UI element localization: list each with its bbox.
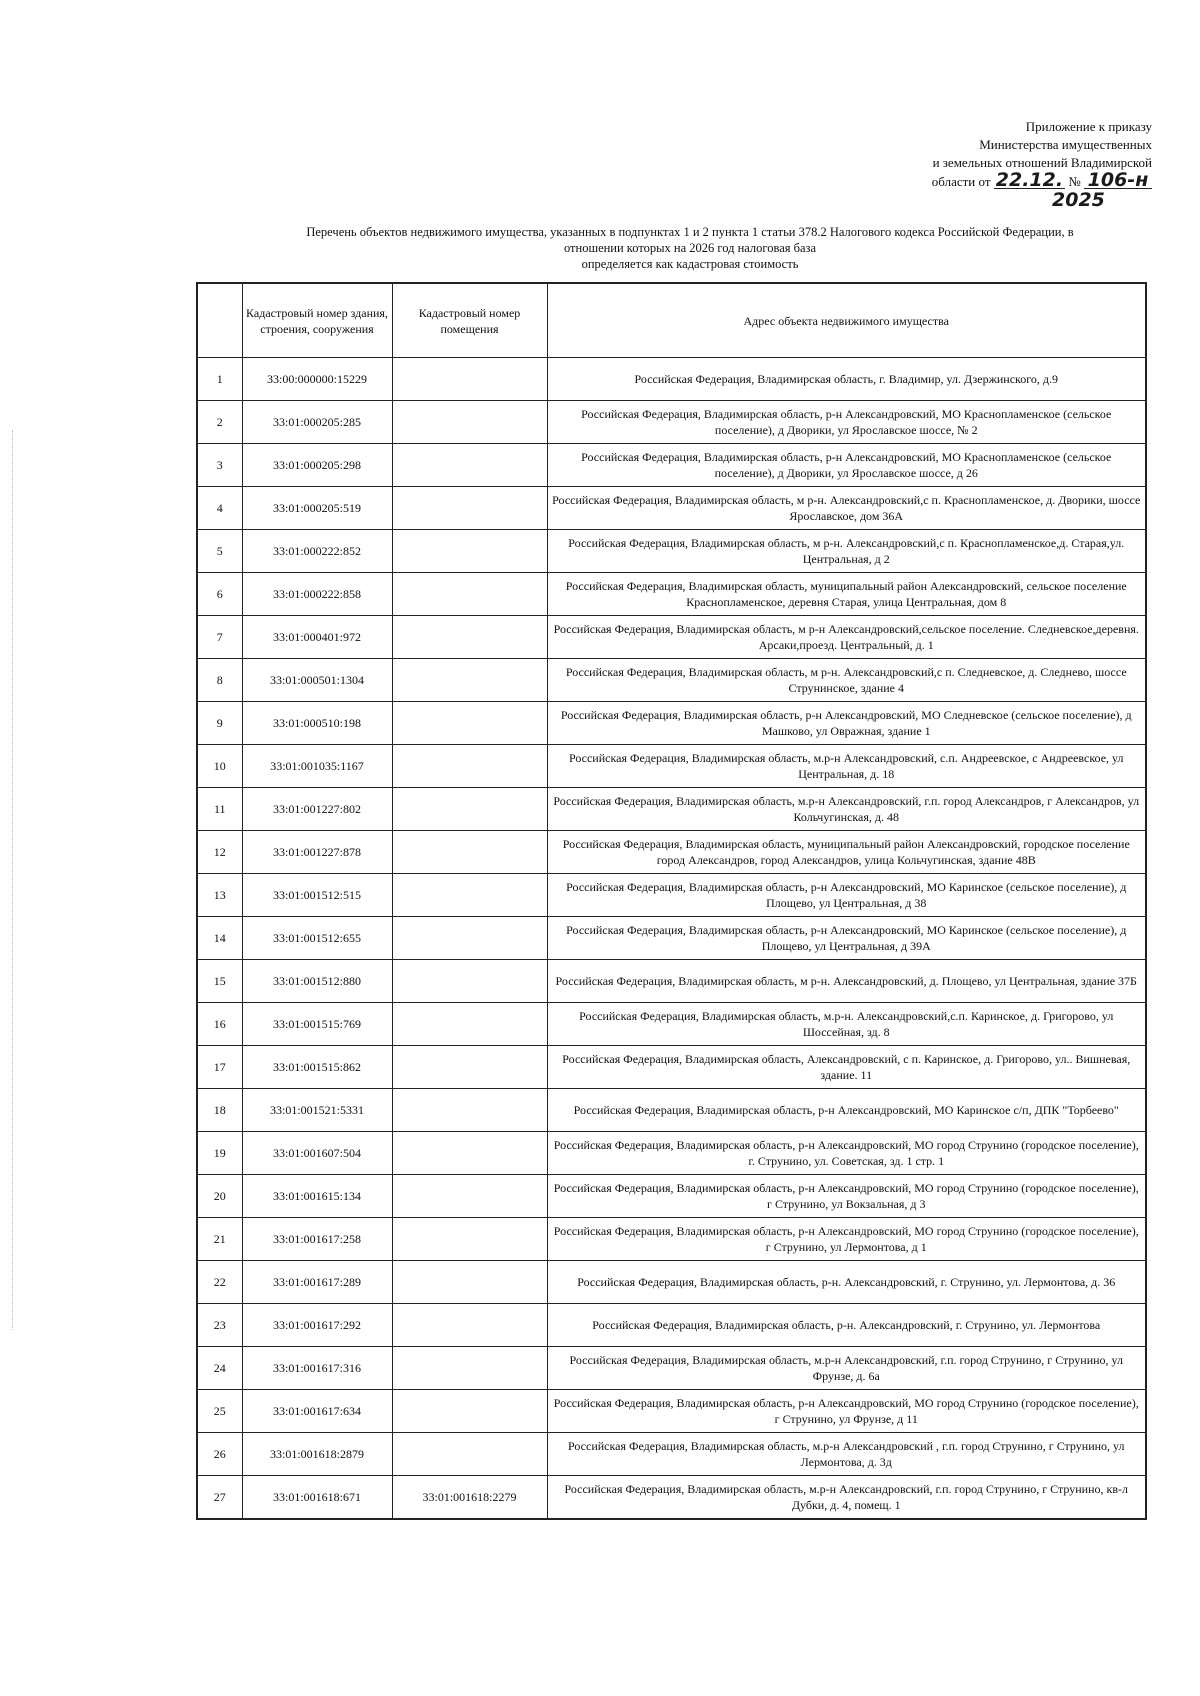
premises-cadastral-number <box>392 745 547 788</box>
title-line-2: отношении которых на 2026 год налоговая база <box>563 241 817 255</box>
row-number: 15 <box>197 960 242 1003</box>
building-cadastral-number: 33:01:001515:862 <box>242 1046 392 1089</box>
table-row <box>197 1261 1146 1304</box>
building-cadastral-number: 33:01:001618:671 <box>242 1476 392 1520</box>
building-cadastral-number: 33:01:000205:519 <box>242 487 392 530</box>
row-number: 6 <box>197 573 242 616</box>
premises-cadastral-number <box>392 831 547 874</box>
row-number: 5 <box>197 530 242 573</box>
row-number: 27 <box>197 1476 242 1520</box>
property-address: Российская Федерация, Владимирская область, р-н Александровский, МО Следневское (сельское поселение), д Машково, ул Овражная, здание 1 <box>547 702 1146 745</box>
table-row <box>197 1433 1146 1476</box>
building-cadastral-number: 33:01:000401:972 <box>242 616 392 659</box>
table-row <box>197 444 1146 487</box>
building-cadastral-number: 33:01:001512:655 <box>242 917 392 960</box>
row-number: 13 <box>197 874 242 917</box>
premises-cadastral-number <box>392 788 547 831</box>
table-body <box>197 358 1146 1520</box>
table-row <box>197 1175 1146 1218</box>
table-row <box>197 1046 1146 1089</box>
building-cadastral-number: 33:01:001617:289 <box>242 1261 392 1304</box>
annex-header <box>832 118 1152 209</box>
property-address: Российская Федерация, Владимирская область, р-н Александровский, МО город Струнино (городское поселение), г. Струнино, ул. Советская, зд. 1 стр. 1 <box>547 1132 1146 1175</box>
building-cadastral-number: 33:00:000000:15229 <box>242 358 392 401</box>
document-title <box>230 224 1150 272</box>
table-row <box>197 917 1146 960</box>
premises-cadastral-number <box>392 1175 547 1218</box>
table-row <box>197 616 1146 659</box>
property-address: Российская Федерация, Владимирская область, муниципальный район Александровский, городское поселение город Александров, город Александров, улица Кольчугинская, здание 48В <box>547 831 1146 874</box>
property-address: Российская Федерация, Владимирская область, м.р-н Александровский, г.п. город Струнино, г Струнино, кв-л Дубки, д. 4, помещ. 1 <box>547 1476 1146 1520</box>
row-number: 23 <box>197 1304 242 1347</box>
table-row <box>197 1003 1146 1046</box>
property-address: Российская Федерация, Владимирская область, м.р-н Александровский, с.п. Андреевское, с Андреевское, ул Центральная, д. 18 <box>547 745 1146 788</box>
row-number: 25 <box>197 1390 242 1433</box>
handwritten-year: 2025 <box>1052 189 1105 211</box>
premises-cadastral-number <box>392 917 547 960</box>
building-cadastral-number: 33:01:000501:1304 <box>242 659 392 702</box>
building-cadastral-number: 33:01:001227:878 <box>242 831 392 874</box>
property-address: Российская Федерация, Владимирская область, Александровский, с п. Каринское, д. Григорово, ул.. Вишневая, здание. 11 <box>547 1046 1146 1089</box>
property-address: Российская Федерация, Владимирская область, р-н. Александровский, г. Струнино, ул. Лермонтова <box>547 1304 1146 1347</box>
premises-cadastral-number <box>392 1132 547 1175</box>
property-address: Российская Федерация, Владимирская область, р-н Александровский, МО город Струнино (городское поселение), г Струнино, ул Фрунзе, д 11 <box>547 1390 1146 1433</box>
row-number: 2 <box>197 401 242 444</box>
table-row <box>197 874 1146 917</box>
property-address: Российская Федерация, Владимирская область, м р-н. Александровский,с п. Краснопламенское, д. Дворики, шоссе Ярославское, дом 36А <box>547 487 1146 530</box>
property-address: Российская Федерация, Владимирская область, р-н Александровский, МО Каринское с/п, ДПК "Торбеево" <box>547 1089 1146 1132</box>
title-line-3: определяется как кадастровая стоимость <box>581 257 799 271</box>
property-address: Российская Федерация, Владимирская область, м р-н. Александровский, д. Площево, ул Центральная, здание 37Б <box>547 960 1146 1003</box>
building-cadastral-number: 33:01:001515:769 <box>242 1003 392 1046</box>
row-number: 22 <box>197 1261 242 1304</box>
table-row <box>197 1304 1146 1347</box>
building-cadastral-number: 33:01:000222:858 <box>242 573 392 616</box>
row-number: 16 <box>197 1003 242 1046</box>
table-row <box>197 659 1146 702</box>
property-address: Российская Федерация, Владимирская область, р-н Александровский, МО Краснопламенское (сельское поселение), д Дворики, ул Ярославское шоссе, д 26 <box>547 444 1146 487</box>
premises-cadastral-number <box>392 1304 547 1347</box>
property-registry-table <box>196 282 1147 1520</box>
annex-line-3: и земельных отношений Владимирской <box>932 155 1152 170</box>
row-number: 14 <box>197 917 242 960</box>
premises-cadastral-number <box>392 573 547 616</box>
row-number: 1 <box>197 358 242 401</box>
row-number: 9 <box>197 702 242 745</box>
premises-cadastral-number <box>392 1347 547 1390</box>
row-number: 12 <box>197 831 242 874</box>
scan-margin-marks <box>12 430 17 1330</box>
row-number: 10 <box>197 745 242 788</box>
row-number: 26 <box>197 1433 242 1476</box>
building-cadastral-number: 33:01:001617:258 <box>242 1218 392 1261</box>
table-row <box>197 1218 1146 1261</box>
annex-line-1: Приложение к приказу <box>1025 119 1152 134</box>
row-number: 7 <box>197 616 242 659</box>
property-address: Российская Федерация, Владимирская область, г. Владимир, ул. Дзержинского, д.9 <box>547 358 1146 401</box>
premises-cadastral-number <box>392 659 547 702</box>
building-cadastral-number: 33:01:001607:504 <box>242 1132 392 1175</box>
table-row <box>197 487 1146 530</box>
premises-cadastral-number <box>392 616 547 659</box>
header-premises-cadastral: Кадастровый номер помещения <box>392 283 547 358</box>
property-address: Российская Федерация, Владимирская область, р-н Александровский, МО город Струнино (городское поселение), г Струнино, ул Вокзальная, д 3 <box>547 1175 1146 1218</box>
premises-cadastral-number <box>392 1261 547 1304</box>
table-row <box>197 788 1146 831</box>
table-row <box>197 960 1146 1003</box>
building-cadastral-number: 33:01:001521:5331 <box>242 1089 392 1132</box>
premises-cadastral-number <box>392 444 547 487</box>
table-row <box>197 1390 1146 1433</box>
table-row <box>197 358 1146 401</box>
table-row <box>197 401 1146 444</box>
table-row <box>197 831 1146 874</box>
row-number: 18 <box>197 1089 242 1132</box>
premises-cadastral-number <box>392 487 547 530</box>
row-number: 17 <box>197 1046 242 1089</box>
building-cadastral-number: 33:01:001512:515 <box>242 874 392 917</box>
premises-cadastral-number <box>392 1433 547 1476</box>
building-cadastral-number: 33:01:000205:285 <box>242 401 392 444</box>
premises-cadastral-number <box>392 960 547 1003</box>
annex-line-2: Министерства имущественных <box>979 137 1152 152</box>
building-cadastral-number: 33:01:001617:634 <box>242 1390 392 1433</box>
property-address: Российская Федерация, Владимирская область, р-н. Александровский, г. Струнино, ул. Лермонтова, д. 36 <box>547 1261 1146 1304</box>
premises-cadastral-number <box>392 358 547 401</box>
building-cadastral-number: 33:01:001617:292 <box>242 1304 392 1347</box>
property-address: Российская Федерация, Владимирская область, муниципальный район Александровский, сельское поселение Краснопламенское, деревня Старая, улица Центральная, дом 8 <box>547 573 1146 616</box>
header-number <box>197 283 242 358</box>
row-number: 4 <box>197 487 242 530</box>
property-address: Российская Федерация, Владимирская область, р-н Александровский, МО Краснопламенское (сельское поселение), д Дворики, ул Ярославское шоссе, № 2 <box>547 401 1146 444</box>
premises-cadastral-number <box>392 702 547 745</box>
table-row <box>197 745 1146 788</box>
building-cadastral-number: 33:01:000510:198 <box>242 702 392 745</box>
premises-cadastral-number <box>392 1003 547 1046</box>
row-number: 3 <box>197 444 242 487</box>
property-address: Российская Федерация, Владимирская область, м р-н. Александровский,с п. Краснопламенское,д. Старая,ул. Центральная, д 2 <box>547 530 1146 573</box>
premises-cadastral-number <box>392 1089 547 1132</box>
row-number: 8 <box>197 659 242 702</box>
table-row <box>197 1476 1146 1520</box>
annex-date-prefix: области от <box>931 174 991 189</box>
property-address: Российская Федерация, Владимирская область, м р-н. Александровский,с п. Следневское, д. Следнево, шоссе Струнинское, здание 4 <box>547 659 1146 702</box>
property-address: Российская Федерация, Владимирская область, м.р-н Александровский, г.п. город Струнино, г Струнино, ул Фрунзе, д. 6а <box>547 1347 1146 1390</box>
property-address: Российская Федерация, Владимирская область, м.р-н Александровский, г.п. город Александров, г Александров, ул Кольчугинская, д. 48 <box>547 788 1146 831</box>
property-address: Российская Федерация, Владимирская область, м.р-н. Александровский,с.п. Каринское, д. Григорово, ул Шоссейная, зд. 8 <box>547 1003 1146 1046</box>
premises-cadastral-number <box>392 874 547 917</box>
premises-cadastral-number <box>392 1390 547 1433</box>
header-building-cadastral: Кадастровый номер здания, строения, сооружения <box>242 283 392 358</box>
building-cadastral-number: 33:01:001512:880 <box>242 960 392 1003</box>
header-address: Адрес объекта недвижимого имущества <box>547 283 1146 358</box>
row-number: 11 <box>197 788 242 831</box>
row-number: 20 <box>197 1175 242 1218</box>
handwritten-number: 106-н <box>1084 172 1152 189</box>
building-cadastral-number: 33:01:001615:134 <box>242 1175 392 1218</box>
property-address: Российская Федерация, Владимирская область, р-н Александровский, МО Каринское (сельское поселение), д Площево, ул Центральная, д 38 <box>547 874 1146 917</box>
table-row <box>197 702 1146 745</box>
building-cadastral-number: 33:01:001617:316 <box>242 1347 392 1390</box>
property-address: Российская Федерация, Владимирская область, р-н Александровский, МО город Струнино (городское поселение), г Струнино, ул Лермонтова, д 1 <box>547 1218 1146 1261</box>
table-row <box>197 1132 1146 1175</box>
premises-cadastral-number: 33:01:001618:2279 <box>392 1476 547 1520</box>
building-cadastral-number: 33:01:001227:802 <box>242 788 392 831</box>
handwritten-date: 22.12. <box>995 169 1064 191</box>
premises-cadastral-number <box>392 1218 547 1261</box>
premises-cadastral-number <box>392 401 547 444</box>
premises-cadastral-number <box>392 530 547 573</box>
table-row <box>197 530 1146 573</box>
row-number: 19 <box>197 1132 242 1175</box>
premises-cadastral-number <box>392 1046 547 1089</box>
building-cadastral-number: 33:01:000205:298 <box>242 444 392 487</box>
table-row <box>197 1089 1146 1132</box>
title-line-1: Перечень объектов недвижимого имущества, указанных в подпунктах 1 и 2 пункта 1 статьи 378.2 Налогового кодекса Российской Федерации, в <box>306 225 1074 239</box>
building-cadastral-number: 33:01:001618:2879 <box>242 1433 392 1476</box>
table-row <box>197 573 1146 616</box>
building-cadastral-number: 33:01:000222:852 <box>242 530 392 573</box>
property-address: Российская Федерация, Владимирская область, р-н Александровский, МО Каринское (сельское поселение), д Площево, ул Центральная, д 39А <box>547 917 1146 960</box>
property-address: Российская Федерация, Владимирская область, м.р-н Александровский , г.п. город Струнино, г Струнино, ул Лермонтова, д. 3д <box>547 1433 1146 1476</box>
property-address: Российская Федерация, Владимирская область, м р-н Александровский,сельское поселение. Следневское,деревня. Арсаки,проезд. Центральный, д. 1 <box>547 616 1146 659</box>
table-header-row <box>197 283 1146 358</box>
row-number: 24 <box>197 1347 242 1390</box>
row-number: 21 <box>197 1218 242 1261</box>
building-cadastral-number: 33:01:001035:1167 <box>242 745 392 788</box>
annex-number-label: № <box>1068 174 1081 189</box>
table-row <box>197 1347 1146 1390</box>
